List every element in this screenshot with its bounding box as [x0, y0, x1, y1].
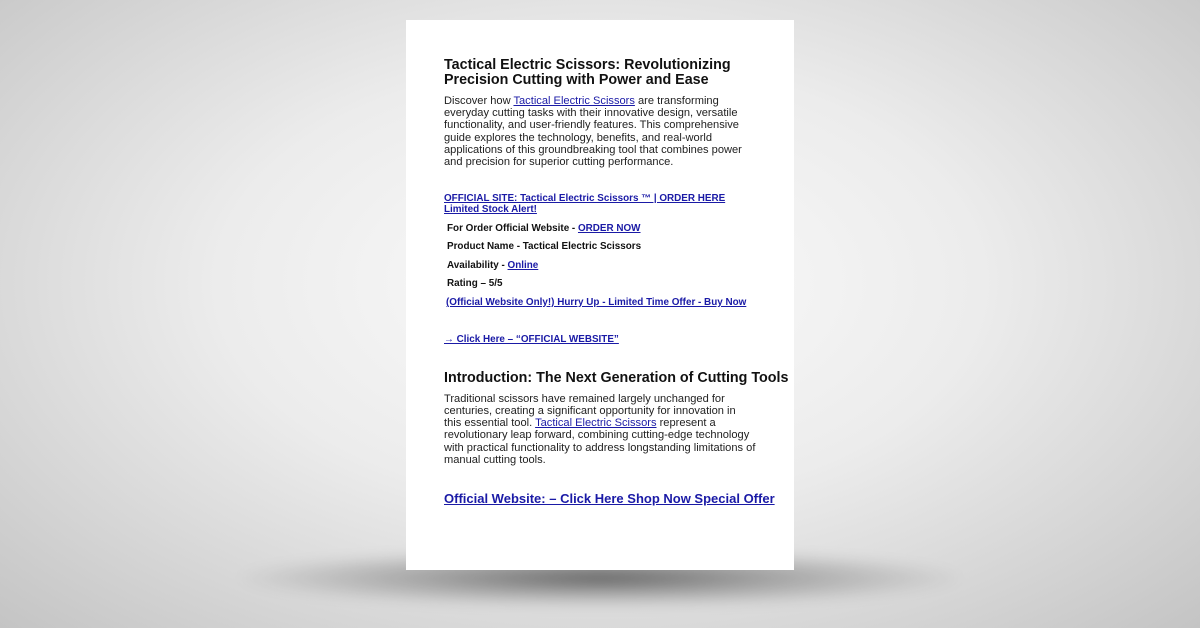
special-offer-link[interactable]: Official Website: – Click Here Shop Now Special Offer	[444, 490, 775, 506]
document-title: Tactical Electric Scissors: Revolutionizing Precision Cutting with Power and Ease	[444, 57, 731, 88]
section-product-link[interactable]: Tactical Electric Scissors	[535, 417, 657, 430]
rating-label: Rating –	[447, 278, 489, 290]
availability-label: Availability -	[447, 259, 508, 271]
official-site-link[interactable]: OFFICIAL SITE: Tactical Electric Scissors ™ | ORDER HERE Limited Stock Alert!	[444, 193, 726, 215]
document-page	[406, 20, 794, 570]
intro-product-link[interactable]: Tactical Electric Scissors	[513, 95, 635, 107]
section-text-before: Traditional scissors have remained largely unchanged for centuries, creating a significant opportunity for innovation in this essential tool.	[444, 392, 736, 430]
order-now-link[interactable]: ORDER NOW	[577, 222, 641, 234]
product-name-label: Product Name -	[447, 241, 523, 253]
product-name-line	[444, 241, 756, 252]
intro-text-before: Discover how	[444, 95, 514, 107]
intro-paragraph	[444, 95, 756, 168]
rating-value: 5/5	[488, 278, 503, 290]
section-heading: Introduction: The Next Generation of Cutting Tools	[444, 369, 789, 386]
order-label: For Order Official Website -	[447, 222, 578, 234]
click-here-link[interactable]: → Click Here – “OFFICIAL WEBSITE”	[444, 333, 619, 345]
hurry-up-link[interactable]: (Official Website Only!) Hurry Up - Limited Time Offer - Buy Now	[446, 296, 747, 308]
section-paragraph	[444, 393, 756, 466]
availability-line	[444, 260, 756, 271]
intro-text-after: are transforming everyday cutting tasks with their innovative design, versatile functionality, and user-friendly features. This comprehensive guide explores the technology, benefits, and real-world applications of this groundbreaking tool that combines power and precision for superior cutting performance.	[444, 95, 742, 169]
order-line	[444, 223, 756, 234]
availability-online-link[interactable]: Online	[507, 259, 539, 271]
rating-line	[444, 278, 756, 289]
section-text-after: represent a revolutionary leap forward, combining cutting-edge technology with practical functionality to address longstanding limitations of manual cutting tools.	[444, 417, 756, 466]
product-name-value: Tactical Electric Scissors	[522, 241, 642, 253]
